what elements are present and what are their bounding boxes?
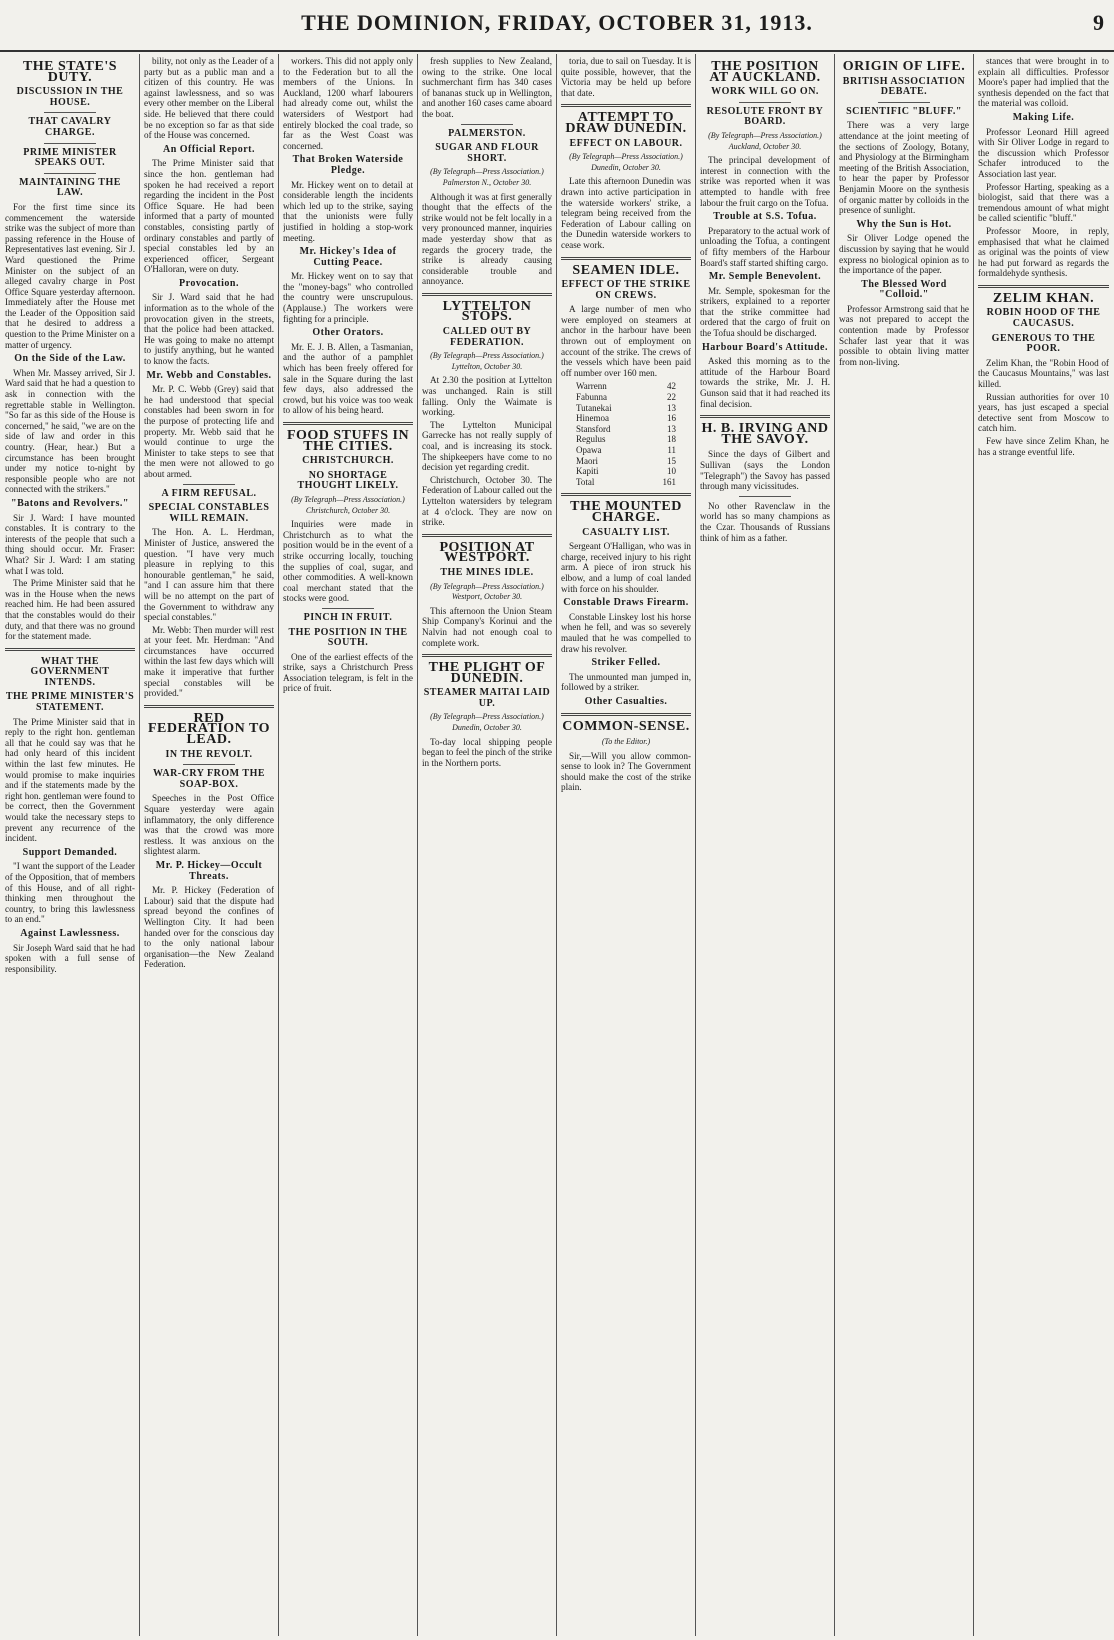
paragraph: Sir J. Ward: I have mounted constables. It is contrary to the interests of the people that such a thing should occur. Mr. Fraser: What? Sir J. Ward: I am stating what I was told.: [5, 512, 135, 576]
subheadline: RESOLUTE FRONT BY BOARD.: [706, 105, 824, 128]
subheadline: EFFECT ON LABOUR.: [569, 137, 683, 149]
paragraph: When Mr. Massey arrived, Sir J. Ward said that he had a question to ask in connection with the regrettable stable in Wellington. "So far as this side of the House is concerned," he said, "we are on the side of law and order in this country. (Hear, hear.) But a circumstance has been brought under my notice to-night by responsible people who are not connected with the strikers.": [5, 367, 135, 495]
divider: [561, 713, 691, 716]
subheadline: WAR-CRY FROM THE SOAP-BOX.: [152, 768, 266, 790]
total-label: Total: [576, 476, 595, 487]
section-heading: Why the Sun is Hot.: [856, 218, 952, 230]
section-heading: Other Orators.: [312, 327, 384, 339]
ship-name: Stansford: [576, 423, 611, 434]
headline: THE MOUNTED CHARGE.: [570, 499, 682, 525]
paragraph: No other Ravenclaw in the world has so many champions as the Czar. Thousands of Russians think of him as a father.: [700, 500, 830, 543]
divider: [561, 104, 691, 107]
paragraph: Since the days of Gilbert and Sullivan (says the London "Telegraph") the Savoy has passed through many vicissitudes.: [700, 449, 830, 492]
paragraph: Sir J. Ward said that he had information as to the whole of the provocation given in the streets, that the police had been attacked. He was going to make no attempt to justify anything, but he wanted to know the facts.: [144, 292, 274, 367]
masthead-title: THE DOMINION, FRIDAY, OCTOBER 31, 1913.: [301, 10, 813, 35]
divider: [561, 257, 691, 260]
divider: [5, 648, 135, 651]
paragraph: Mr. P. C. Webb (Grey) said that he had understood that special constables had been sworn in for the purpose of protecting life and property. Mr. Webb said that he would continue to urge the Minister to take steps to see that the men were not allowed to go about armed.: [144, 384, 274, 479]
table-row: [574, 413, 678, 424]
section-heading: Provocation.: [179, 277, 239, 289]
ship-name: Maori: [576, 455, 598, 466]
section-heading: Mr. Hickey's Idea of Cutting Peace.: [299, 246, 397, 268]
headline: COMMON-SENSE.: [562, 719, 690, 735]
subheadline: CASUALTY LIST.: [582, 526, 670, 538]
crew-count: 10: [667, 466, 676, 477]
paragraph: stances that were brought in to explain all difficulties. Professor Moore's paper had implied that the synthesis depended on the fact that the material was colloid.: [978, 56, 1109, 109]
ship-name: Hinemoa: [576, 413, 609, 424]
divider: [561, 493, 691, 496]
divider: [322, 608, 374, 609]
table-row: [574, 381, 678, 392]
subheadline: NO SHORTAGE THOUGHT LIKELY.: [297, 469, 399, 492]
subheadline: SCIENTIFIC "BLUFF.": [846, 105, 962, 117]
byline: (To the Editor.): [601, 737, 651, 747]
column-rule: [278, 54, 279, 1636]
paragraph: Professor Leonard Hill agreed with Sir Oliver Lodge in regard to the discussion which Professor Schafer introduced to the Association last year.: [978, 126, 1109, 179]
paragraph: The principal development of interest in connection with the strike was reported when it was attempted to handle with free labour the fruit cargo on the Tofua.: [700, 155, 830, 208]
paragraph: workers. This did not apply only to the Federation but to all the members of the Unions. In Auckland, 1200 wharf labourers had already come out, whilst the watersiders of Westport had entirely blocked the coal trade, so far as the West Coast was concerned.: [283, 56, 413, 151]
section-heading: Making Life.: [1012, 111, 1075, 123]
paragraph: To-day local shipping people began to feel the pinch of the strike in the Northern ports.: [422, 736, 552, 768]
paragraph: Mr. Hickey went on to detail at considerable length the incidents which led up to the strike, saying that the unionists were fully justified in holding a stop-work meeting.: [283, 179, 413, 243]
paragraph: This afternoon the Union Steam Ship Company's Korinui and the Nalvin had not enough coal to complete work.: [422, 605, 552, 648]
section-heading: "Batons and Revolvers.": [11, 497, 129, 509]
paragraph: toria, due to sail on Tuesday. It is quite possible, however, that the Victoria may be held up before that date.: [561, 56, 691, 98]
subheadline: WORK WILL GO ON.: [711, 86, 819, 98]
table-row: [574, 466, 678, 477]
headline: ATTEMPT TO DRAW DUNEDIN.: [565, 110, 687, 136]
subheadline: MAINTAINING THE LAW.: [19, 176, 121, 199]
column-4: [422, 56, 552, 1634]
section-heading: SPECIAL CONSTABLES WILL REMAIN.: [148, 502, 270, 524]
table-total-row: [574, 477, 678, 488]
byline: (By Telegraph—Press Association.) Dunedin, October 30.: [569, 152, 683, 172]
divider: [44, 112, 96, 113]
crew-count: 11: [667, 445, 676, 455]
paragraph: Inquiries were made in Christchurch as to what the position would be in the event of a strike occurring locally, touching the supplies of coal, sugar, and other commodities. A well-known coal merchant stated that the stocks were good.: [283, 519, 413, 604]
divider: [183, 764, 235, 765]
divider: [700, 415, 830, 418]
paragraph: Mr. E. J. B. Allen, a Tasmanian, and the author of a pamphlet which has been freely offered for sale in the Square during the last few days, also addressed the crowd, but his voice was too weak to allow of his being heard.: [283, 341, 413, 416]
paragraph: A large number of men who were employed on steamers at anchor in the harbour have been thrown out of employment on account of the strike. The crews of the vessels which have been paid off number over 160 men.: [561, 304, 691, 378]
paragraph: Professor Moore, in reply, emphasised that what he claimed as original was the points of view he had put forward as regards the formaldehyde synthesis.: [978, 225, 1109, 279]
table-row: [574, 445, 678, 456]
paragraph: Speeches in the Post Office Square yesterday were again inflammatory, the only difference was that the crowd was more restless. It was anxious on the slightest alarm.: [144, 793, 274, 857]
paragraph: The Hon. A. L. Herdman, Minister of Justice, answered the question. "I have very much pleasure in replying to this honourable gentleman," he said, "and I can assure him that there will be no attempt on the part of the Government to withdraw any special constables.": [144, 527, 274, 623]
paragraph: At 2.30 the position at Lyttelton was unchanged. Rain is still falling. Only the Waimate is working.: [422, 375, 552, 418]
section-heading: Striker Felled.: [591, 657, 661, 669]
headline: FOOD STUFFS IN THE CITIES.: [286, 428, 410, 454]
paragraph: Professor Armstrong said that he was not prepared to accept the contention made by Professor Schafer last year that it was possible to obtain living matter from non-living.: [839, 303, 969, 367]
paragraph: "I want the support of the Leader of the Opposition, that of members of this House, and of all right-thinking men throughout the country, to bring this lawlessness to an end.": [5, 861, 135, 925]
masthead: [0, 0, 1114, 52]
section-heading: Mr. P. Hickey—Occult Threats.: [155, 859, 263, 882]
section-heading: Other Casualties.: [584, 695, 668, 707]
divider: [422, 654, 552, 657]
page-number: 9: [1093, 10, 1104, 35]
paragraph: Sergeant O'Halligan, who was in charge, received injury to his right arm. A piece of iron struck his elbow, and a lump of coal landed with force on his shoulder.: [561, 541, 691, 594]
crew-count: 16: [667, 413, 676, 424]
paragraph: Mr. P. Hickey (Federation of Labour) said that the dispute had spread beyond the confines of Wellington City. It had been handed over for the conscious day to the only national labour organisation—the New Zealand Federation.: [144, 885, 274, 970]
paragraph: Mr. Webb: Then murder will rest at your feet. Mr. Herdman: "And circumstances have occurred within the last few days which will make it imperative that further special constables will be provided.": [144, 624, 274, 699]
paragraph: Sir Joseph Ward said that he had spoken with a full sense of responsibility.: [5, 942, 135, 974]
section-heading: Against Lawlessness.: [20, 927, 120, 939]
paragraph: Late this afternoon Dunedin was drawn into active participation in the waterside workers' strike, a telegram being received from the Federation of Labour calling on the Dunedin waterside workers to cease work.: [561, 176, 691, 250]
section-heading: WHAT THE GOVERNMENT INTENDS.: [30, 655, 110, 688]
divider: [183, 484, 235, 485]
section-heading: An Official Report.: [163, 143, 255, 155]
column-2: [144, 56, 274, 1634]
byline: (By Telegraph—Press Association.) Westport, October 30.: [430, 581, 544, 602]
section-heading: PINCH IN FRUIT.: [303, 611, 393, 623]
column-rule: [556, 54, 557, 1636]
divider: [422, 293, 552, 296]
column-7: [839, 56, 969, 1634]
section-heading: Constable Draws Firearm.: [563, 597, 689, 609]
divider: [978, 285, 1109, 288]
divider: [739, 102, 791, 103]
column-rule: [973, 54, 974, 1636]
column-6: [700, 56, 830, 1634]
byline: (By Telegraph—Press Association.) Dunedin, October 30.: [430, 712, 544, 733]
paragraph: Sir Oliver Lodge opened the discussion by saying that he would express no biological opinion as to the importance of the paper.: [839, 233, 969, 276]
crew-count: 18: [667, 434, 676, 445]
headline: POSITION AT WESTPORT.: [439, 539, 535, 566]
table-row: [574, 403, 678, 414]
crew-count: 22: [667, 392, 676, 403]
headline: H. B. IRVING AND THE SAVOY.: [701, 421, 829, 447]
paragraph: One of the earliest effects of the strike, says a Christchurch Press Association telegram, is felt in the price of fruit.: [283, 651, 413, 694]
ship-name: Warrenn: [576, 381, 607, 392]
paragraph: For the first time since its commencement the waterside strike was the subject of more than passing reference in the House of Representatives last evening. Sir J. Ward questioned the Prime Minister on the subject of an alleged cavalry charge in Post Office Square yesterday afternoon. Immediately after the House met the Leader of the Opposition said that he desired to address a question to the Prime Minister on a matter of urgency.: [5, 201, 135, 350]
table-row: [574, 392, 678, 403]
headline: THE POSITION AT AUCKLAND.: [709, 59, 821, 85]
subheadline: EFFECT OF THE STRIKE ON CREWS.: [561, 279, 691, 301]
paragraph: bility, not only as the Leader of a party but as a public man and a citizen of this country. He was against lawlessness, and so was every other member on the Liberal side. He believed that there could be no exception so far as that side of the House was concerned.: [144, 56, 274, 141]
paragraph: Sir,—Will you allow common-sense to look in? The Government should make the cost of the strike plain.: [561, 750, 691, 793]
headline: RED FEDERATION TO LEAD.: [147, 710, 271, 748]
section-heading: Mr. Webb and Constables.: [146, 369, 272, 381]
headline: THE STATE'S DUTY.: [22, 59, 118, 85]
subheadline: CHRISTCHURCH.: [302, 455, 394, 467]
paragraph: Zelim Khan, the "Robin Hood of the Caucasus Mountains," was last killed.: [978, 357, 1109, 390]
paragraph: Christchurch, October 30. The Federation of Labour called out the Lyttelton watersiders by telegram at 4 o'clock. They are now on strike.: [422, 474, 552, 528]
section-heading: Harbour Board's Attitude.: [702, 341, 828, 353]
headline: ORIGIN OF LIFE.: [842, 59, 966, 74]
section-heading: Mr. Semple Benevolent.: [708, 271, 822, 283]
crew-count: 13: [667, 402, 676, 413]
subheadline: STEAMER MAITAI LAID UP.: [423, 687, 551, 709]
crew-count: 42: [667, 381, 676, 392]
ship-name: Opawa: [576, 445, 602, 455]
section-heading: The Blessed Word "Colloid.": [861, 278, 947, 301]
table-row: [574, 434, 678, 445]
paragraph: fresh supplies to New Zealand, owing to the strike. One local suchmerchant firm has 340 cases of bananas stuck up in Wellington, and another 160 cases came aboard the boat.: [422, 56, 552, 119]
section-heading: That Broken Waterside Pledge.: [292, 154, 404, 176]
subheadline: ROBIN HOOD OF THE CAUCASUS.: [986, 307, 1101, 330]
paragraph: Asked this morning as to the attitude of the Harbour Board towards the strike, Mr. J. H. Gunson said that it had reached its final decision.: [700, 356, 830, 409]
divider: [44, 173, 96, 174]
column-rule: [834, 54, 835, 1636]
divider: [422, 534, 552, 537]
column-8: [978, 56, 1109, 1634]
paragraph: Although it was at first generally thought that the effects of the strike would not be felt locally in a very pronounced manner, inquiries made yesterday show that as regards the grocery trade, the strike is already causing considerable trouble and annoyance.: [422, 191, 552, 287]
byline: (By Telegraph—Press Association.) Lyttelton, October 30.: [430, 351, 544, 371]
column-rule: [417, 54, 418, 1636]
headline: LYTTELTON STOPS.: [442, 298, 532, 325]
divider: [44, 143, 96, 144]
section-heading: On the Side of the Law.: [14, 353, 126, 365]
headline: ZELIM KHAN.: [992, 290, 1095, 306]
paragraph: The Prime Minister said that in reply to the right hon. gentleman all that he could say was that he had only heard of this incident within the last few minutes. He would promise to make inquiries and if the statements made by the right hon. gentleman were found to be correct, then the Government would take the necessary steps to prevent any recurrence of the incident.: [5, 716, 135, 844]
paragraph: The unmounted man jumped in, followed by a striker.: [561, 671, 691, 693]
subheadline: CALLED OUT BY FEDERATION.: [442, 326, 532, 348]
divider: [144, 705, 274, 708]
divider: [739, 496, 791, 497]
subheadline: THE MINES IDLE.: [440, 566, 534, 578]
subheadline: BRITISH ASSOCIATION DEBATE.: [842, 75, 966, 98]
section-heading: A FIRM REFUSAL.: [161, 487, 257, 499]
ship-name: Kapiti: [576, 466, 599, 477]
paragraph: There was a very large attendance at the joint meeting of the sections of Zoology, Botany, and Physiology at the Birmingham meeting of the British Association, to hear the paper by Professor Benjamin Moore on the synthesis of organic matter by colloids in the presence of sunlight.: [839, 120, 969, 216]
ship-name: Fabunna: [576, 392, 607, 403]
column-rule: [139, 54, 140, 1636]
divider: [461, 124, 513, 125]
paragraph: The Prime Minister said that he was in the House when the news reached him. He had been assured that the constables would do their duty, and that there was no ground for the statement made.: [5, 578, 135, 642]
column-3: [283, 56, 413, 1634]
ship-name: Tutanekai: [576, 402, 612, 413]
section-heading: Trouble at S.S. Tofua.: [713, 211, 817, 223]
ship-name: Regulus: [576, 434, 606, 445]
section-heading: Support Demanded.: [22, 846, 118, 858]
table-row: [574, 424, 678, 435]
crew-table: [574, 381, 678, 487]
byline: (By Telegraph—Press Association.) Palmerston N., October 30.: [430, 167, 544, 187]
subheadline: THAT CAVALRY CHARGE.: [28, 116, 112, 138]
total-value: 161: [662, 476, 676, 487]
paragraph: Mr. Semple, spokesman for the strikers, explained to a reporter that the strike committee had ordered that the cargo of fruit on the Tofua should be discharged.: [700, 285, 830, 339]
headline: SEAMEN IDLE.: [572, 262, 680, 278]
divider: [283, 422, 413, 425]
column-1: [5, 56, 135, 1634]
table-row: [574, 456, 678, 467]
paragraph: Professor Harting, speaking as a biologist, said that there was a tremendous amount of what might be called scientific "bluff.": [978, 181, 1109, 224]
paragraph: Mr. Hickey went on to say that the "money-bags" who controlled the country were unscrupulous. (Applause.) The workers were fighting for a principle.: [283, 271, 413, 324]
paragraph: The Prime Minister said that since the hon. gentleman had spoken he had received a report regarding the incident in the Post Office Square. He had been informed that a party of mounted constables, consisting partly of ordinary constables and partly of special constables led by an experienced officer, Sergeant O'Halloran, were on duty.: [144, 158, 274, 275]
column-5: [561, 56, 691, 1634]
paragraph: Few have since Zelim Khan, he has a strange eventful life.: [978, 436, 1109, 457]
section-heading: PALMERSTON.: [448, 127, 526, 139]
subheadline: GENEROUS TO THE POOR.: [991, 332, 1096, 355]
byline: (By Telegraph—Press Association.) Auckland, October 30.: [708, 130, 822, 151]
subheadline: PRIME MINISTER SPEAKS OUT.: [23, 146, 117, 169]
subheadline: IN THE REVOLT.: [165, 748, 253, 760]
paragraph: Russian authorities for over 10 years, has just escaped a special detective sent from Moscow to catch him.: [978, 391, 1109, 434]
crew-count: 13: [667, 423, 676, 434]
divider: [878, 102, 930, 103]
section-heading: THE POSITION IN THE SOUTH.: [288, 626, 408, 649]
crew-count: 15: [667, 455, 676, 466]
section-heading: THE PRIME MINISTER'S STATEMENT.: [5, 691, 135, 714]
byline: (By Telegraph—Press Association.) Christchurch, October 30.: [291, 494, 405, 515]
subheadline: DISCUSSION IN THE HOUSE.: [16, 86, 124, 108]
paragraph: Constable Linskey lost his horse when he fell, and was so severely mauled that he was compelled to draw his revolver.: [561, 611, 691, 654]
paragraph: Preparatory to the actual work of unloading the Tofua, a contingent of fifty members of the Harbour Board's staff started shifting cargo.: [700, 225, 830, 268]
section-heading: SUGAR AND FLOUR SHORT.: [435, 142, 539, 164]
headline: THE PLIGHT OF DUNEDIN.: [428, 660, 546, 686]
column-rule: [695, 54, 696, 1636]
paragraph: The Lyttelton Municipal Garrecke has not really supply of coal, and is increasing its stock. The shipkeepers have come to no decision yet regarding credit.: [422, 419, 552, 473]
